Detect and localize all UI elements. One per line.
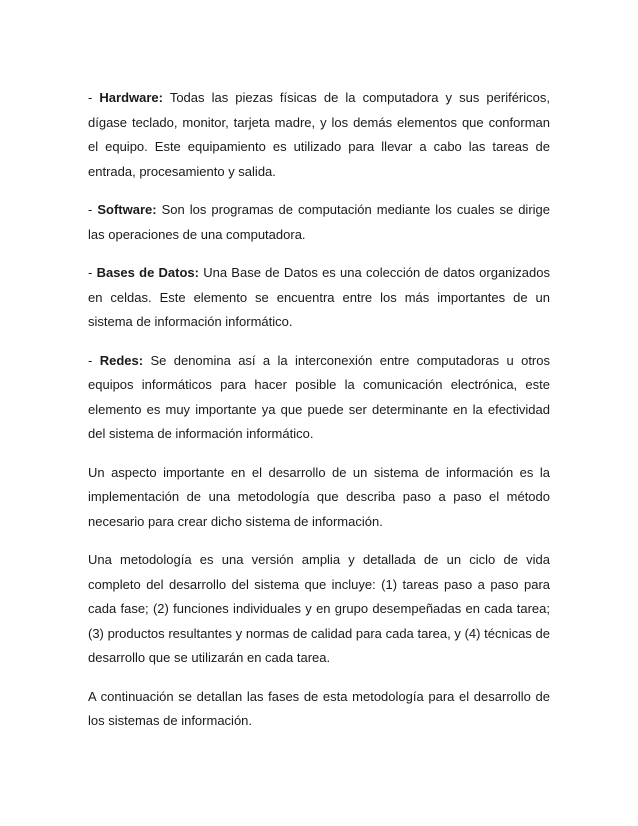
definition-text: Son los programas de computación mediante los cuales se dirige las operaciones de una computadora. <box>88 202 551 242</box>
definition-software <box>88 198 550 247</box>
term-software: Software: <box>97 202 157 217</box>
list-dash: - <box>88 265 97 280</box>
term-bases-de-datos: Bases de Datos: <box>96 265 199 280</box>
definition-text: Todas las piezas físicas de la computadora y sus periféricos, dígase teclado, monitor, tarjeta madre, y los demás elementos que conforman el equipo. Este equipamiento es utilizado para llevar a cabo las tareas de entrada, procesamiento y salida. <box>88 90 550 179</box>
term-hardware: Hardware: <box>99 90 163 105</box>
definition-redes <box>88 349 550 447</box>
definition-bases-de-datos <box>88 261 550 335</box>
document-page <box>88 86 550 748</box>
definition-hardware <box>88 86 550 184</box>
list-dash: - <box>88 352 100 368</box>
definition-text: Se denomina así a la interconexión entre computadoras u otros equipos informáticos para hacer posible la comunicación electrónica, este elemento es muy importante ya que puede ser determinante en la efectividad del sistema de información informático. <box>88 352 550 441</box>
definition-text: Una Base de Datos es una colección de datos organizados en celdas. Este elemento se encuentra entre los más importantes de un sistema de información informático. <box>88 265 550 329</box>
term-redes: Redes: <box>99 352 144 368</box>
list-dash: - <box>88 90 100 105</box>
list-dash: - <box>88 202 98 217</box>
paragraph-a-continuacion: A continuación se detallan las fases de esta metodología para el desarrollo de los sistemas de información. <box>88 688 550 728</box>
paragraph-metodologia: Una metodología es una versión amplia y detallada de un ciclo de vida completo del desarrollo del sistema que incluye: (1) tareas paso a paso para cada fase; (2) funciones individuales y en grupo desempeñadas en cada tarea; (3) productos resultantes y normas de calidad para cada tarea, y (4) técnicas de desarrollo que se utilizarán en cada tarea. <box>88 552 550 665</box>
paragraph-aspecto-importante: Un aspecto importante en el desarrollo de un sistema de información es la implementación de una metodología que describa paso a paso el método necesario para crear dicho sistema de información. <box>88 464 550 529</box>
